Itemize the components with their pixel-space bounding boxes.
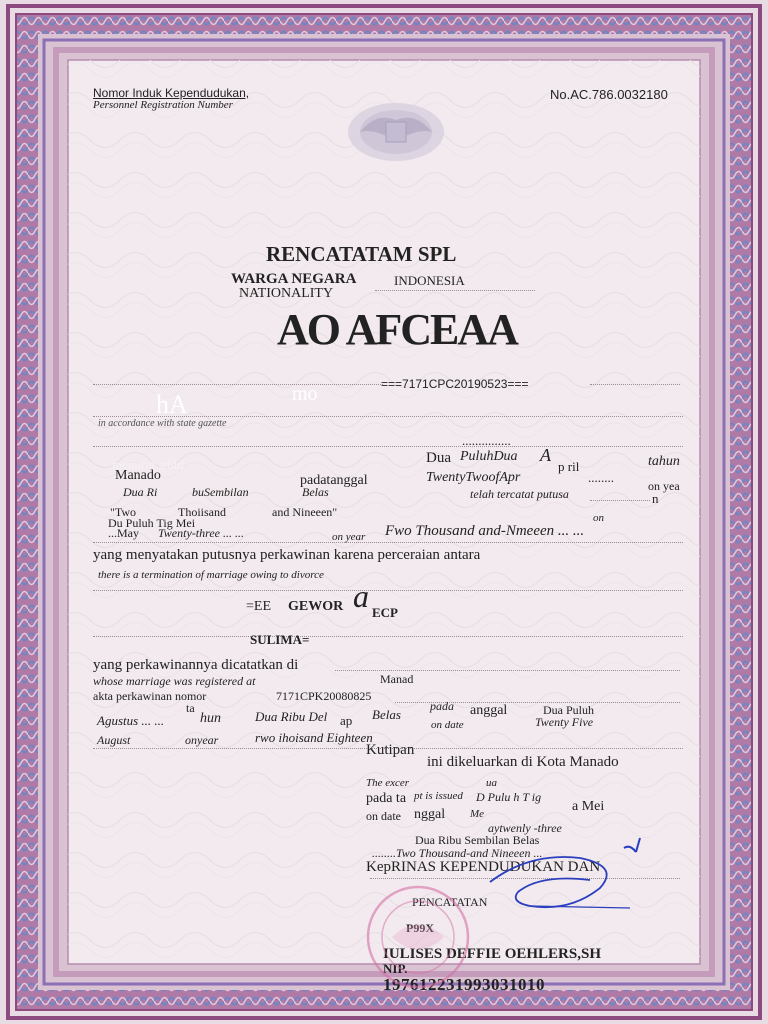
divorce-statement: yang menyatakan putusnya perkawinan karena perceraian antara (93, 547, 481, 563)
date-tahun: tahun (648, 454, 680, 469)
nip-number: 197612231993031010 (383, 975, 545, 994)
year-two: "Two (110, 505, 137, 519)
date-ua: ua (486, 777, 497, 789)
on-year-label-2: on year (332, 531, 366, 543)
marriage-registered-label: yang perkawinannya dicatatkan di (93, 657, 299, 673)
faded-fragment-ha: hA (156, 390, 188, 419)
tanggal-label-2: nggal (414, 807, 446, 822)
year-belas-2: Belas (372, 707, 401, 722)
on-date-label: on date (431, 719, 464, 731)
garuda-emblem-icon (346, 102, 446, 162)
party-one-suffix: ECP (372, 605, 398, 620)
date-twenty-two: TwentyTwoofApr (426, 470, 521, 485)
date-dots: ........ (588, 470, 614, 485)
on-date-label-2: on date (366, 809, 401, 823)
on-year-label-3: onyear (185, 733, 219, 747)
tahun-ta: ta (186, 701, 195, 715)
tahun-hun: hun (200, 711, 221, 726)
year-belas: Belas (302, 485, 329, 499)
issue-month-mei: a Mei (572, 799, 605, 814)
tanggal-label: anggal (470, 703, 508, 718)
on-label: on (593, 512, 604, 524)
on-year-label: on yea (648, 479, 680, 493)
pada-tanggal-label: pada ta (366, 791, 407, 806)
in-accordance-text: in accordance with state gazette (98, 418, 227, 429)
padatanggal-label: padatanggal (300, 473, 368, 488)
date-april: p ril (558, 459, 580, 474)
issue-day-twenty-three: aytwenly -three (488, 821, 562, 835)
month-agustus: Agustus ... ... (97, 713, 165, 728)
pada-label: pada (430, 699, 454, 713)
date-puluh-tiga: Du Puluh Tig Mei (108, 516, 196, 530)
name-heading: AO AFCEAA (277, 305, 517, 354)
place-manad: Manad (380, 672, 414, 686)
menurut-text: menurut stbld (112, 457, 184, 472)
issued-label-en: pt is issued (414, 790, 463, 802)
issue-date-dua-puluh: D Pulu h T ig (476, 790, 542, 804)
date-dua: Dua (426, 450, 451, 466)
official-name: IULISES DEFFIE OEHLERS,SH (383, 946, 601, 962)
issue-year-english: ........Two Thousand-and Nineeen ... (372, 846, 543, 860)
year-dua-ri: Dua Ri (123, 485, 158, 499)
issue-month-me: Me (470, 808, 485, 820)
handwritten-signature-icon (470, 822, 650, 922)
marriage-deed-number: 7171CPK20080825 (276, 689, 372, 703)
faded-fragment-mo: mo (292, 383, 318, 405)
registration-code: ===7171CPC20190523=== (381, 377, 529, 391)
nip-label: NIP. (383, 961, 408, 976)
official-stamp-icon (358, 882, 478, 992)
date-a: A (540, 445, 551, 465)
year-nineteen: and Nineeen" (272, 505, 338, 519)
place-manado: Manado (115, 468, 161, 483)
year-thousand: Thoiisand (178, 505, 226, 519)
putusan-n: n (652, 491, 659, 506)
marriage-deed-label: akta perkawinan nomor (93, 689, 207, 703)
telah-tercatat: telah tercatat putusa (470, 487, 569, 501)
year-ap: ap (340, 713, 353, 728)
party-two-name: SULIMA= (250, 632, 310, 647)
excerpt-label-en: The excer (366, 777, 410, 789)
citizenship-label: WARGA NEGARA (231, 271, 357, 287)
nik-label: Nomor Induk Kependudukan, (93, 86, 250, 100)
year-two-thousand-eighteen: rwo ihoisand Eighteen (255, 730, 373, 745)
year-two-thousand-nineteen: Fwo Thousand and-Nmeeen ... ... (385, 523, 585, 539)
date-twenty-five: Twenty Five (535, 715, 594, 729)
dotted-filler: ............... (462, 433, 511, 448)
official-title-line-2: PENCATATAN (412, 895, 488, 909)
nik-label-en: Personnel Registration Number (93, 99, 233, 111)
divorce-statement-en: there is a termination of marriage owing to divorce (98, 569, 324, 581)
date-dua-puluh: Dua Puluh (543, 703, 594, 717)
issued-at-label: ini dikeluarkan di Kota Manado (427, 754, 619, 770)
year-dua-ribu: Dua Ribu Del (255, 709, 328, 724)
citizenship-value: INDONESIA (394, 273, 465, 288)
date-twenty-three: Twenty-three ... ... (158, 526, 244, 540)
party-name-script: a (353, 578, 369, 614)
issue-year-indonesian: Dua Ribu Sembilan Belas (415, 833, 540, 847)
date-puluh-dua: PuluhDua (460, 449, 518, 464)
party-one-name: GEWOR (288, 599, 344, 614)
year-sembilan: buSembilan (192, 485, 249, 499)
certificate-title: RENCATATAM SPL (266, 242, 457, 266)
stamp-code: P99X (406, 921, 434, 935)
nationality-label: NATIONALITY (239, 286, 334, 301)
party-prefix: =EE (246, 599, 271, 614)
month-august: August (97, 733, 131, 747)
official-title: KepRINAS KEPENDUDUKAN DAN (366, 859, 601, 875)
kutipan-label: Kutipan (366, 742, 415, 758)
marriage-registered-label-en: whose marriage was registered at (93, 674, 256, 688)
document-number: No.AC.786.0032180 (550, 87, 668, 102)
month-may: ...May (108, 526, 139, 540)
